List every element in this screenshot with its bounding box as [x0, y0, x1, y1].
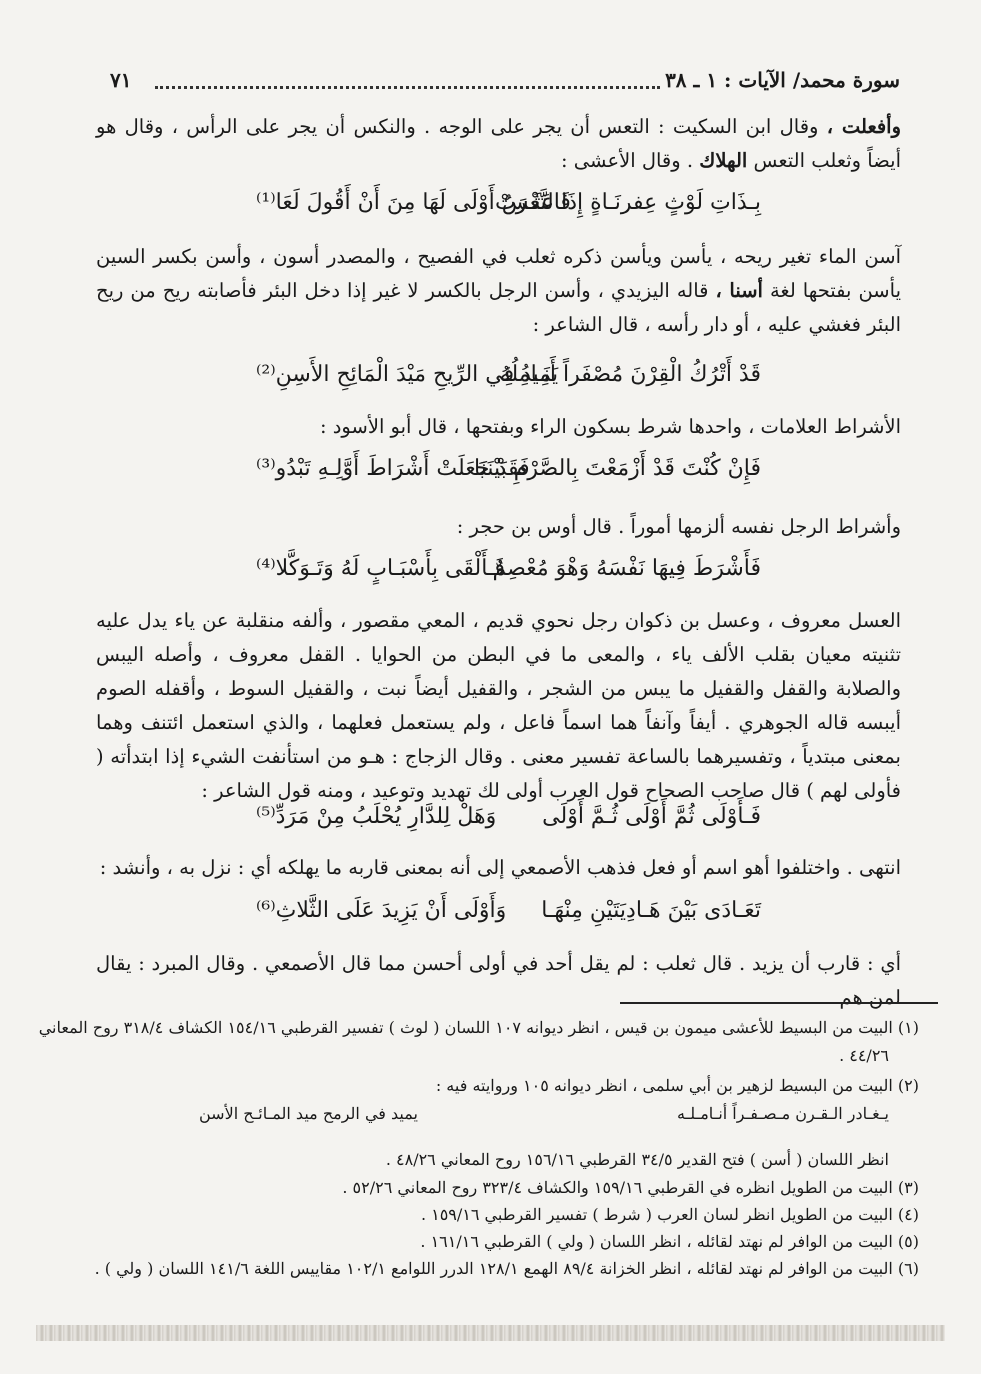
paragraph-4: وأشراط الرجل نفسه ألزمها أموراً . قال أوس بن حجر :: [456, 515, 901, 538]
verse-second-hemistich: وَأَوْلَى أَنْ يَزِيدَ عَلَى الثَّلاثِ⁽⁶⁾: [256, 898, 507, 923]
bold-term: أسنا ،: [715, 279, 763, 302]
running-header: [110, 68, 900, 102]
paragraph-2: [96, 240, 901, 342]
paragraph-text: . وقال الأعشى :: [561, 149, 700, 172]
verse-second-hemistich: يميد في الرمح ميد المـائـح الأسن: [199, 1104, 418, 1123]
verse-second-hemistich: فَقَدْ جَعَلَتْ أَشْرَاطَ أَوَّلِـهِ تَبْدُو⁽³⁾: [256, 456, 530, 481]
verse-1: [96, 186, 901, 226]
verse-3: [96, 452, 901, 492]
footnote-2-verse: [159, 1104, 919, 1130]
paragraph-6: انتهى . واختلفوا أهو اسم أو فعل فذهب الأصمعي إلى أنه بمعنى قاربه ما يهلكه أي : نزل به ، وأنشد :: [99, 856, 901, 879]
verse-first-hemistich: فَإِنْ كُنْتَ قَدْ أَزْمَعْتَ بِالصَّرْمِ بَيْنَنَا: [474, 456, 761, 481]
bold-term: وأفعلت ،: [826, 115, 902, 138]
verse-first-hemistich: يـغـادر الـقـرن مـصـفـراً أنـامـلـه: [676, 1104, 889, 1123]
verse-first-hemistich: بِـذَاتِ لَوْثٍ عِفرنَـاةٍ إِذَا عَثَـرَتْ: [495, 190, 761, 215]
surah-title: سورة محمد/ الآيات : ١ ـ ٣٨: [665, 68, 900, 92]
page-number: ٧١: [110, 68, 132, 92]
footnote-1: (١) البيت من البسيط للأعشى ميمون بن قيس ، انظر ديوانه ١٠٧ اللسان ( لوث ) تفسير القرطبي ١٥٤/١٦ الكشاف ٣١٨/٤ روح المعاني: [38, 1018, 919, 1037]
verse-second-hemistich: فَـأَلْقَى بِأَسْبَـابٍ لَهُ وَتَـوَكَّلا⁽⁴⁾: [256, 556, 505, 581]
footnote-3: (٣) البيت من الطويل انظره في القرطبي ١٥٩/١٦ والكشاف ٣٢٣/٤ روح المعاني ٥٢/٢٦ .: [342, 1178, 919, 1197]
paragraph-1: [96, 110, 901, 178]
verse-first-hemistich: قَدْ أَتْرُكُ الْقِرْنَ مُصْفَراً أَنَـامِلُهُ: [499, 362, 761, 387]
footnote-separator: [620, 1002, 938, 1004]
verse-second-hemistich: فَالتَّعْسُ أَوْلَى لَهَا مِنَ أَنْ أَقُولَ لَعَا⁽¹⁾: [256, 190, 571, 215]
verse-5: [96, 800, 901, 840]
bottom-ornament-border: [36, 1325, 945, 1341]
footnotes: [38, 1018, 919, 1298]
bold-term: الهلاك: [699, 149, 748, 172]
verse-second-hemistich: يَمِيدُ فِي الرِّيحِ مَيْدَ الْمَائِحِ الأَسِنِ⁽²⁾: [256, 362, 559, 387]
paragraph-text: وقال ابن السكيت : التعس أن يجر على الوجه . والنكس أن يجر على الرأس ، وقال هو أيضاً وثعلب التعس: [96, 115, 901, 172]
footnote-1-continued: ٤٤/٢٦ .: [839, 1046, 889, 1065]
paragraph-3: الأشراط العلامات ، واحدها شرط بسكون الراء وبفتحها ، قال أبو الأسود :: [319, 415, 901, 438]
verse-6: [96, 894, 901, 934]
footnote-5: (٥) البيت من الوافر لم نهتد لقائله ، انظر اللسان ( ولي ) القرطبي ١٦١/١٦ .: [420, 1232, 919, 1251]
verse-first-hemistich: فَأَشْرَطَ فِيهَا نَفْسَهُ وَهْوَ مُعْصِمٌ: [492, 556, 761, 581]
header-leader-dots: [155, 86, 660, 89]
footnote-2-sources: انظر اللسان ( أسن ) فتح القدير ٣٤/٥ القرطبي ١٥٦/١٦ روح المعاني ٤٨/٢٦ .: [385, 1150, 889, 1169]
footnote-6: (٦) البيت من الوافر لم نهتد لقائله ، انظر الخزانة ٨٩/٤ الهمع ١٢٨/١ الدرر اللوامع ١٠٢/١ مقاييس اللغة ١٤١/٦ اللسان ( ولي ) .: [94, 1259, 919, 1278]
paragraph-text: آسن الماء تغير ريحه ، يأسن ويأسن ذكره ثعلب في الفصيح ، والمصدر أسون ، وأسن بكسر السين يأسن بفتحها لغة: [96, 245, 901, 302]
footnote-4: (٤) البيت من الطويل انظر لسان العرب ( شرط ) تفسير القرطبي ١٥٩/١٦ .: [420, 1205, 919, 1224]
paragraph-5: العسل معروف ، وعسل بن ذكوان رجل نحوي قديم ، المعي مقصور ، وألفه منقلبة عن ياء يدل عليه تثنيته معيان بقلب الألف ياء ، والمعى ما في البطن من الحوايا . القفل معروف ، وأصله اليبس والصلابة والقفل والقفيل ما يبس من الشجر ، والقفيل أيضاً نبت ، والقفيل السوط ، وأقفله الصوم أيبسه قاله الجوهري . أيفاً وآنفاً هما اسماً فاعل ، ولم يستعمل فعلهما ، والذي استعمل ائتنف وهما بمعنى مبتدياً ، وتفسيرهما بالساعة تفسير معنى . وقال الزجاج : هـو من استأنفت الشيء إذا ابتدأته ( فأولى لهم ) قال صاحب الصحاح قول العرب أولى لك تهديد وتوعيد ، ومنه قول الشاعر :: [96, 609, 901, 802]
verse-first-hemistich: تَعَـادَى بَيْنَ هَـادِيَتَيْنِ مِنْهَـا: [541, 898, 761, 923]
footnote-2: (٢) البيت من البسيط لزهير بن أبي سلمى ، انظر ديوانه ١٠٥ وروايته فيه :: [435, 1076, 919, 1095]
verse-first-hemistich: فَـأَوْلَى ثُمَّ أَوْلَى ثُـمَّ أَوْلَى: [542, 804, 761, 829]
paragraph-text: قاله اليزيدي ، وأسن الرجل بالكسر لا غير إذا دخل البئر فأصابته ريح من ريح البئر فغشي عليه ، أو دار رأسه ، قال الشاعر :: [96, 279, 901, 336]
paragraph-7: أي : قارب أن يزيد . قال ثعلب : لم يقل أحد في أولى أحسن مما قال الأصمعي . وقال المبرد : يقال لمن هم: [96, 952, 901, 1009]
verse-2: [96, 358, 901, 398]
verse-4: [96, 552, 901, 592]
verse-second-hemistich: وَهَلْ لِلدَّارِ يُحْلَبُ مِنْ مَرَدِّ⁽⁵⁾: [256, 804, 497, 829]
